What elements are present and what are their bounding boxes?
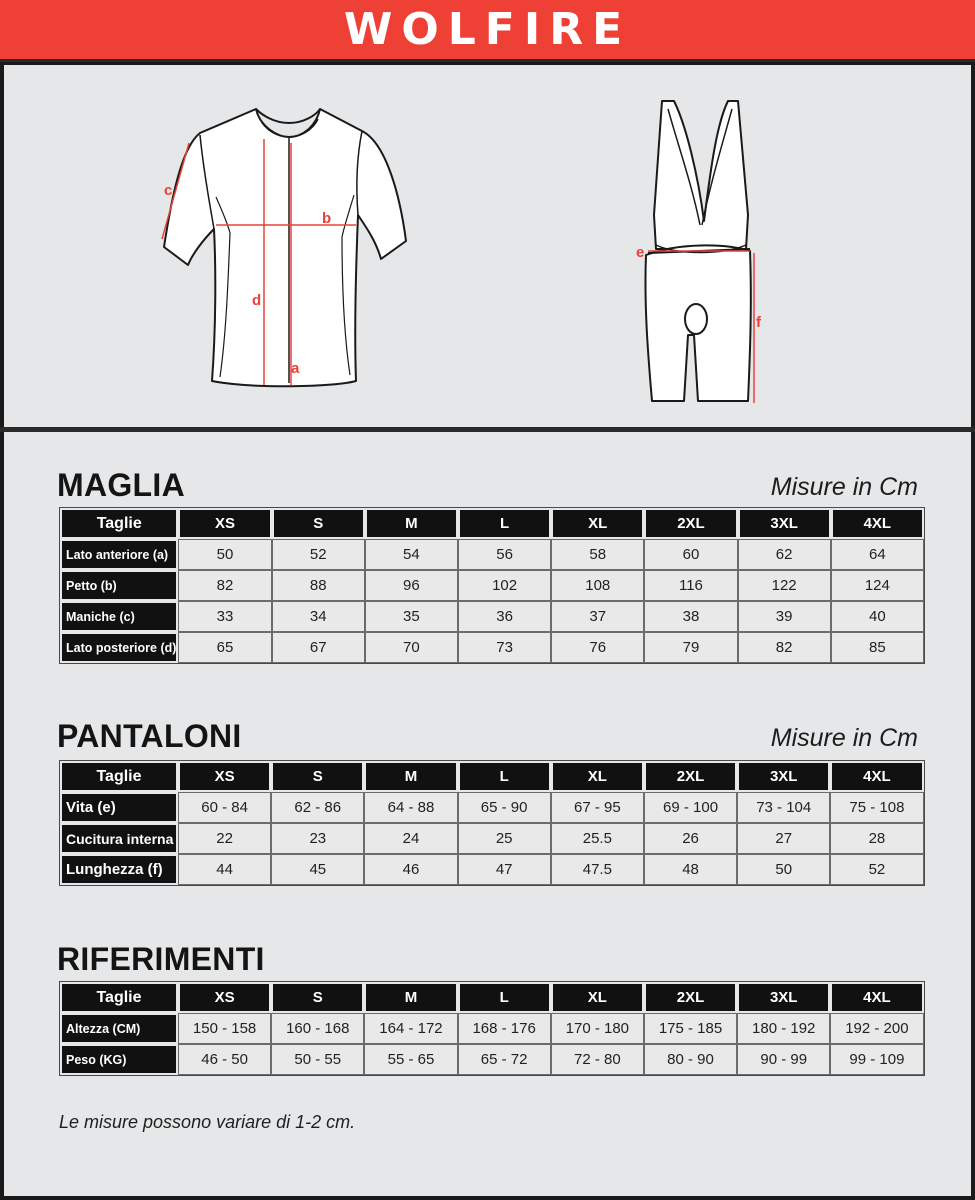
size-header: XS (178, 761, 271, 792)
pantaloni-units-note: Misure in Cm (770, 724, 918, 752)
table-header-row (60, 761, 924, 792)
row-label: Vita (e) (60, 792, 178, 823)
table-cell: 54 (365, 539, 458, 570)
table-cell: 67 - 95 (551, 792, 644, 823)
table-cell: 45 (271, 854, 364, 885)
table-cell: 36 (458, 601, 551, 632)
garment-diagrams (4, 65, 971, 427)
table-cell: 46 - 50 (178, 1044, 271, 1075)
table-cell: 62 - 86 (271, 792, 364, 823)
table-cell: 192 - 200 (830, 1013, 923, 1044)
table-cell: 23 (271, 823, 364, 854)
table-cell: 122 (738, 570, 831, 601)
table-row (60, 1044, 924, 1075)
table-row (60, 792, 924, 823)
table-header-row (60, 982, 924, 1013)
table-cell: 65 - 72 (458, 1044, 551, 1075)
table-cell: 46 (364, 854, 457, 885)
table-cell: 102 (458, 570, 551, 601)
table-cell: 80 - 90 (644, 1044, 737, 1075)
label-a: a (291, 360, 300, 377)
table-cell: 170 - 180 (551, 1013, 644, 1044)
size-header: XS (178, 508, 271, 539)
table-cell: 38 (644, 601, 737, 632)
table-cell: 70 (365, 632, 458, 663)
table-row (60, 1013, 924, 1044)
table-cell: 150 - 158 (178, 1013, 271, 1044)
size-header: 3XL (737, 982, 830, 1013)
row-label: Petto (b) (60, 570, 178, 601)
brand-header (0, 0, 975, 62)
pantaloni-size-table (59, 760, 925, 886)
table-cell: 60 - 84 (178, 792, 271, 823)
table-cell: 96 (365, 570, 458, 601)
riferimenti-title: RIFERIMENTI (57, 941, 265, 977)
table-cell: 108 (551, 570, 644, 601)
size-header: XS (178, 982, 271, 1013)
table-cell: 50 (737, 854, 830, 885)
table-cell: 65 (178, 632, 271, 663)
table-cell: 175 - 185 (644, 1013, 737, 1044)
table-row (60, 854, 924, 885)
table-cell: 58 (551, 539, 644, 570)
table-cell: 69 - 100 (644, 792, 737, 823)
table-cell: 35 (365, 601, 458, 632)
size-header: 2XL (644, 508, 737, 539)
row-label: Lato anteriore (a) (60, 539, 178, 570)
size-header: 4XL (831, 508, 924, 539)
table-cell: 47 (458, 854, 551, 885)
size-header: 3XL (738, 508, 831, 539)
jersey-collar (256, 109, 320, 123)
size-header: 4XL (830, 761, 923, 792)
table-header-row (60, 508, 924, 539)
table-cell: 27 (737, 823, 830, 854)
maglia-units-note: Misure in Cm (770, 473, 918, 501)
table-cell: 28 (830, 823, 923, 854)
table-cell: 25.5 (551, 823, 644, 854)
table-cell: 48 (644, 854, 737, 885)
table-cell: 56 (458, 539, 551, 570)
table-cell: 180 - 192 (737, 1013, 830, 1044)
row-label: Altezza (CM) (60, 1013, 178, 1044)
label-d: d (252, 292, 262, 309)
header-corner: Taglie (60, 761, 178, 792)
riferimenti-size-table (59, 981, 925, 1076)
table-cell: 67 (272, 632, 365, 663)
table-cell: 73 (458, 632, 551, 663)
size-header: M (364, 982, 457, 1013)
table-cell: 50 (178, 539, 271, 570)
table-cell: 65 - 90 (458, 792, 551, 823)
table-cell: 64 - 88 (364, 792, 457, 823)
table-cell: 99 - 109 (830, 1044, 923, 1075)
table-cell: 75 - 108 (830, 792, 923, 823)
table-cell: 73 - 104 (737, 792, 830, 823)
table-cell: 47.5 (551, 854, 644, 885)
label-b: b (322, 210, 332, 227)
brand-logo-text: WOLFIRE (343, 3, 632, 55)
size-header: XL (551, 761, 644, 792)
row-label: Lato posteriore (d) (60, 632, 178, 663)
table-row (60, 601, 924, 632)
size-header: 2XL (644, 982, 737, 1013)
size-header: 2XL (644, 761, 737, 792)
header-corner: Taglie (60, 982, 178, 1013)
table-cell: 40 (831, 601, 924, 632)
table-cell: 24 (364, 823, 457, 854)
table-cell: 52 (830, 854, 923, 885)
size-header: XL (551, 508, 644, 539)
table-cell: 82 (178, 570, 271, 601)
size-header: S (271, 982, 364, 1013)
table-cell: 33 (178, 601, 271, 632)
row-label: Lunghezza (f) (60, 854, 178, 885)
size-header: L (458, 508, 551, 539)
jersey-drawing (164, 109, 406, 386)
bib-straps (654, 101, 748, 249)
maglia-title: MAGLIA (57, 467, 186, 503)
size-header: M (365, 508, 458, 539)
table-cell: 124 (831, 570, 924, 601)
table-cell: 22 (178, 823, 271, 854)
row-label: Cucitura interna (60, 823, 178, 854)
table-cell: 39 (738, 601, 831, 632)
size-header: 3XL (737, 761, 830, 792)
table-cell: 37 (551, 601, 644, 632)
table-cell: 168 - 176 (458, 1013, 551, 1044)
table-cell: 85 (831, 632, 924, 663)
table-cell: 72 - 80 (551, 1044, 644, 1075)
jersey-body (164, 109, 406, 386)
table-cell: 79 (644, 632, 737, 663)
table-cell: 26 (644, 823, 737, 854)
table-cell: 160 - 168 (271, 1013, 364, 1044)
table-cell: 52 (272, 539, 365, 570)
table-cell: 90 - 99 (737, 1044, 830, 1075)
table-row (60, 823, 924, 854)
size-header: M (364, 761, 457, 792)
table-cell: 55 - 65 (364, 1044, 457, 1075)
bib-chamois (685, 304, 707, 334)
table-row (60, 632, 924, 663)
row-label: Maniche (c) (60, 601, 178, 632)
label-f: f (756, 314, 761, 331)
size-header: S (271, 761, 364, 792)
table-row (60, 539, 924, 570)
measurement-footnote: Le misure possono variare di 1-2 cm. (59, 1112, 356, 1132)
table-cell: 44 (178, 854, 271, 885)
table-cell: 50 - 55 (271, 1044, 364, 1075)
table-cell: 76 (551, 632, 644, 663)
table-cell: 64 (831, 539, 924, 570)
table-cell: 60 (644, 539, 737, 570)
row-label: Peso (KG) (60, 1044, 178, 1075)
table-cell: 164 - 172 (364, 1013, 457, 1044)
pantaloni-title: PANTALONI (57, 718, 242, 754)
size-tables-panel (4, 432, 971, 1196)
size-header: 4XL (830, 982, 923, 1013)
table-cell: 34 (272, 601, 365, 632)
size-header: S (272, 508, 365, 539)
label-e: e (636, 244, 645, 261)
table-cell: 116 (644, 570, 737, 601)
table-cell: 25 (458, 823, 551, 854)
label-c: c (164, 182, 173, 199)
maglia-size-table (59, 507, 925, 664)
size-header: XL (551, 982, 644, 1013)
garment-illustration-panel (4, 65, 971, 427)
size-header: L (458, 761, 551, 792)
table-cell: 88 (272, 570, 365, 601)
table-cell: 82 (738, 632, 831, 663)
size-header: L (458, 982, 551, 1013)
table-row (60, 570, 924, 601)
table-cell: 62 (738, 539, 831, 570)
header-corner: Taglie (60, 508, 178, 539)
